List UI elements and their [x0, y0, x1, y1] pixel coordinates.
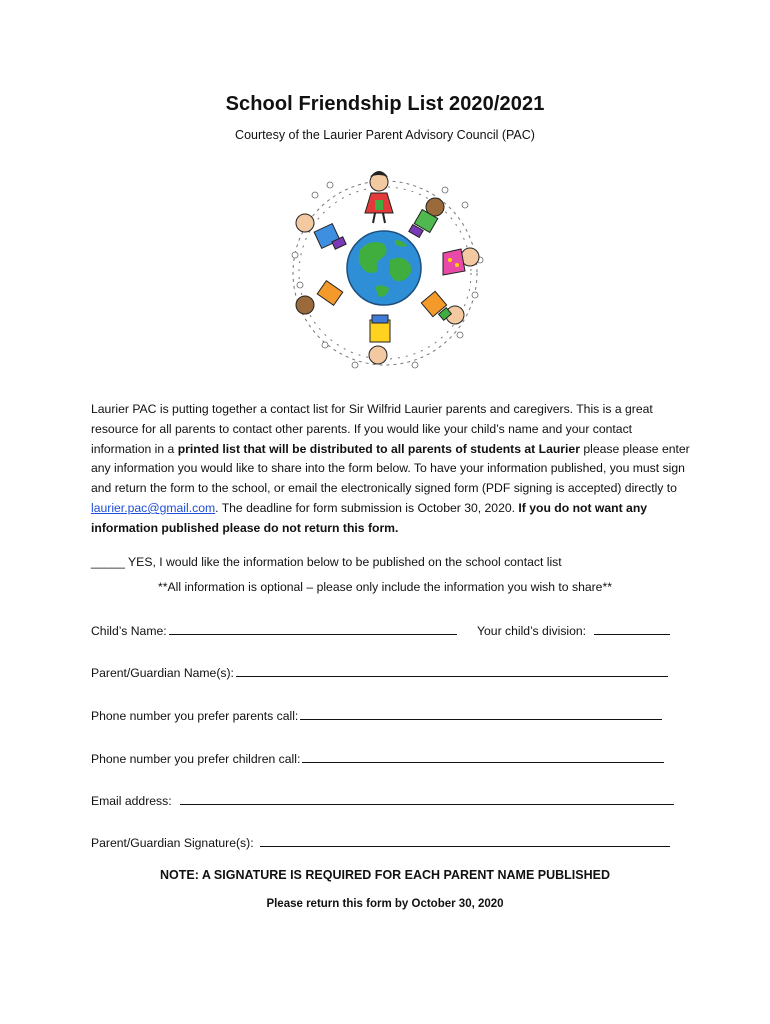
- signature-label: Parent/Guardian Signature(s):: [91, 836, 254, 850]
- child-figure-orange: [421, 291, 464, 324]
- email-label: Email address:: [91, 794, 172, 808]
- email-field[interactable]: [180, 792, 674, 805]
- phone-parents-row: [91, 707, 662, 723]
- child-figure-pink: [443, 248, 479, 275]
- child-division-field[interactable]: [594, 622, 670, 635]
- document-title: School Friendship List 2020/2021: [225, 93, 545, 115]
- intro-bold-1: printed list that will be distributed to all parents of students at Laurier: [177, 441, 580, 456]
- child-name-row: [91, 622, 457, 638]
- signature-required-note: NOTE: A SIGNATURE IS REQUIRED FOR EACH PARENT NAME PUBLISHED: [159, 868, 611, 882]
- email-row: [91, 792, 674, 808]
- parent-name-label: Parent/Guardian Name(s):: [91, 666, 234, 680]
- intro-bold-2: If you do not want any information published please do not return this form.: [91, 500, 648, 535]
- child-figure-green: [409, 198, 444, 237]
- phone-children-row: [91, 750, 664, 766]
- child-name-field[interactable]: [169, 622, 457, 635]
- intro-paragraph: [91, 400, 691, 539]
- child-division-row: [477, 622, 670, 638]
- signature-row: [91, 834, 670, 850]
- parent-name-row: [91, 664, 668, 680]
- phone-parents-label: Phone number you prefer parents call:: [91, 709, 299, 723]
- phone-parents-field[interactable]: [300, 707, 662, 720]
- child-division-label: Your child’s division:: [477, 624, 587, 638]
- pac-email-link[interactable]: laurier.pac@gmail.com: [91, 500, 216, 515]
- parent-name-field[interactable]: [236, 664, 668, 677]
- signature-field[interactable]: [260, 834, 670, 847]
- publish-consent-line[interactable]: _____ YES, I would like the information below to be published on the school contact list: [91, 555, 562, 569]
- phone-children-label: Phone number you prefer children call:: [91, 752, 301, 766]
- children-around-globe-illustration: [275, 165, 495, 380]
- optional-info-note: **All information is optional – please only include the information you wish to share**: [158, 580, 612, 594]
- intro-text-3: . The deadline for form submission is October 30, 2020.: [215, 500, 519, 515]
- child-figure-yellow: [369, 315, 390, 364]
- child-figure-red: [365, 171, 393, 223]
- intro-text-2: please please enter any information you would like to share into the form below. To have your information published, you must sign and return the form to the school, or email the electronically signed form (PDF signing is accepted) directly to: [91, 441, 690, 496]
- document-subtitle: Courtesy of the Laurier Parent Advisory Council (PAC): [235, 128, 535, 142]
- child-name-label: Child’s Name:: [91, 624, 167, 638]
- phone-children-field[interactable]: [302, 750, 664, 763]
- child-figure-blue: [296, 214, 346, 249]
- globe-icon: [347, 231, 421, 305]
- return-deadline-note: Please return this form by October 30, 2020: [266, 898, 504, 910]
- intro-text-1: Laurier PAC is putting together a contact list for Sir Wilfrid Laurier parents and caregivers. This is a great resource for all parents to contact other parents. If you would like your child’s name and your contact information in a: [91, 402, 653, 456]
